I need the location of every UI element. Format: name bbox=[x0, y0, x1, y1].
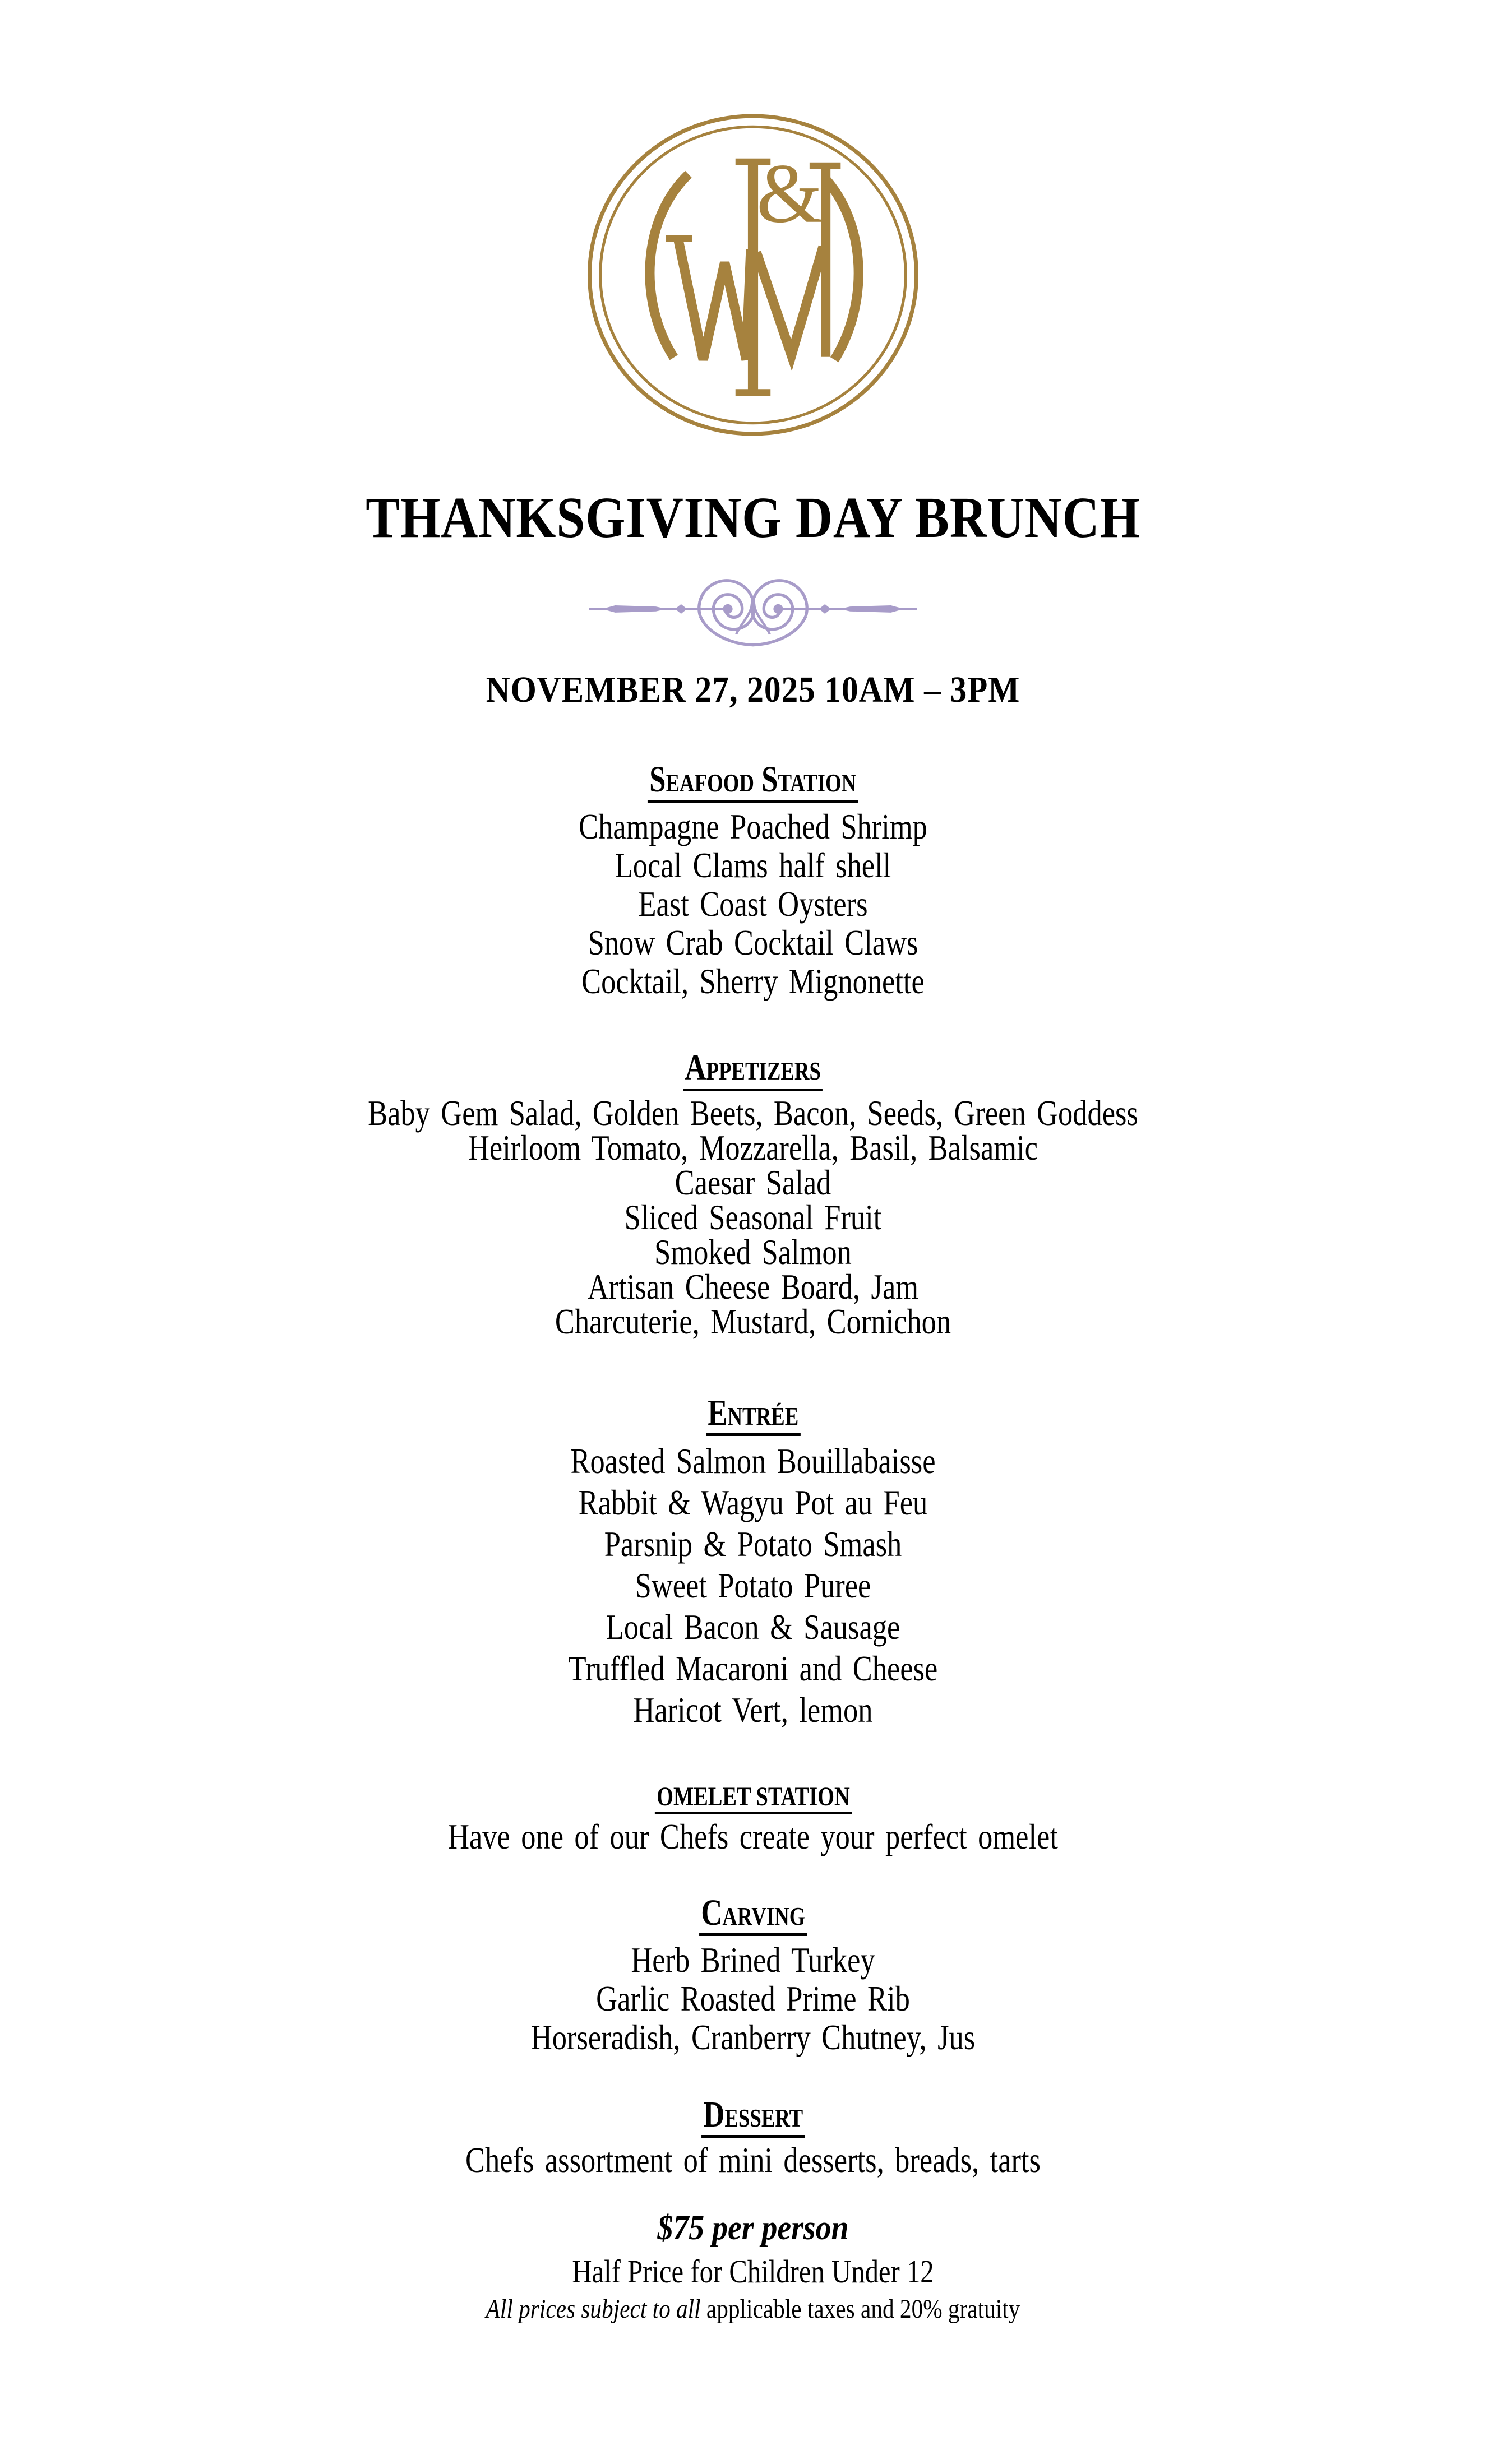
section-header-seafood: Seafood Station bbox=[648, 759, 858, 803]
menu-sections bbox=[0, 759, 1506, 2178]
menu-item: Smoked Salmon bbox=[654, 1231, 852, 1272]
menu-item: Caesar Salad bbox=[675, 1162, 831, 1202]
fineprint-italic-part: All prices subject to all bbox=[486, 2294, 706, 2324]
menu-item: Local Bacon & Sausage bbox=[606, 1606, 900, 1647]
page-title: THANKSGIVING DAY BRUNCH bbox=[366, 485, 1140, 550]
menu-item: Sweet Potato Puree bbox=[635, 1565, 871, 1605]
menu-item: Heirloom Tomato, Mozzarella, Basil, Balsamic bbox=[468, 1127, 1038, 1168]
menu-item: Local Clams half shell bbox=[615, 845, 891, 886]
menu-item: Sliced Seasonal Fruit bbox=[624, 1197, 882, 1237]
menu-item: Snow Crab Cocktail Claws bbox=[588, 923, 918, 963]
menu-section-omelet bbox=[0, 1782, 1506, 1855]
fineprint-regular-part: applicable taxes and 20% gratuity bbox=[706, 2294, 1020, 2324]
menu-section-seafood bbox=[0, 759, 1506, 1001]
menu-item: Chefs assortment of mini desserts, breads, tarts bbox=[465, 2140, 1041, 2180]
swirl-divider-icon bbox=[585, 571, 921, 649]
section-header-carving: Carving bbox=[699, 1893, 807, 1936]
event-date-line: NOVEMBER 27, 2025 10AM – 3PM bbox=[486, 669, 1020, 711]
menu-item: Roasted Salmon Bouillabaisse bbox=[570, 1441, 936, 1481]
section-header-entree: Entrée bbox=[706, 1393, 800, 1436]
menu-item: Charcuterie, Mustard, Cornichon bbox=[555, 1301, 951, 1341]
menu-item: Cocktail, Sherry Mignonette bbox=[581, 961, 925, 1002]
menu-section-carving bbox=[0, 1893, 1506, 2057]
menu-item: Horseradish, Cranberry Chutney, Jus bbox=[530, 2017, 976, 2058]
menu-section-appetizers bbox=[0, 1047, 1506, 1341]
section-header-dessert: Dessert bbox=[701, 2095, 805, 2138]
menu-item: East Coast Oysters bbox=[638, 884, 868, 924]
section-header-appetizers: Appetizers bbox=[683, 1048, 823, 1091]
tax-gratuity-note bbox=[105, 2295, 1401, 2324]
menu-item: Rabbit & Wagyu Pot au Feu bbox=[578, 1482, 928, 1522]
ornament-divider bbox=[0, 571, 1506, 649]
menu-item: Have one of our Chefs create your perfect omelet bbox=[448, 1816, 1058, 1856]
menu-item: Baby Gem Salad, Golden Beets, Bacon, Seeds, Green Goddess bbox=[368, 1092, 1138, 1133]
menu-item: Truffled Macaroni and Cheese bbox=[568, 1648, 938, 1688]
wm-monogram-icon bbox=[579, 111, 927, 439]
menu-section-entree bbox=[0, 1393, 1506, 1731]
brand-logo bbox=[0, 111, 1506, 439]
menu-item: Parsnip & Potato Smash bbox=[604, 1523, 902, 1564]
menu-section-dessert bbox=[0, 2095, 1506, 2178]
price-per-person: $75 per person bbox=[657, 2209, 849, 2248]
menu-item: Garlic Roasted Prime Rib bbox=[596, 1979, 910, 2019]
menu-item: Herb Brined Turkey bbox=[631, 1940, 875, 1980]
menu-item: Artisan Cheese Board, Jam bbox=[587, 1266, 919, 1307]
menu-item: Champagne Poached Shrimp bbox=[579, 807, 927, 847]
menu-item: Haricot Vert, lemon bbox=[633, 1689, 873, 1730]
children-price-note: Half Price for Children Under 12 bbox=[572, 2253, 934, 2290]
section-header-omelet: OMELET STATION bbox=[654, 1782, 851, 1814]
ampersand-glyph: & bbox=[756, 146, 823, 240]
